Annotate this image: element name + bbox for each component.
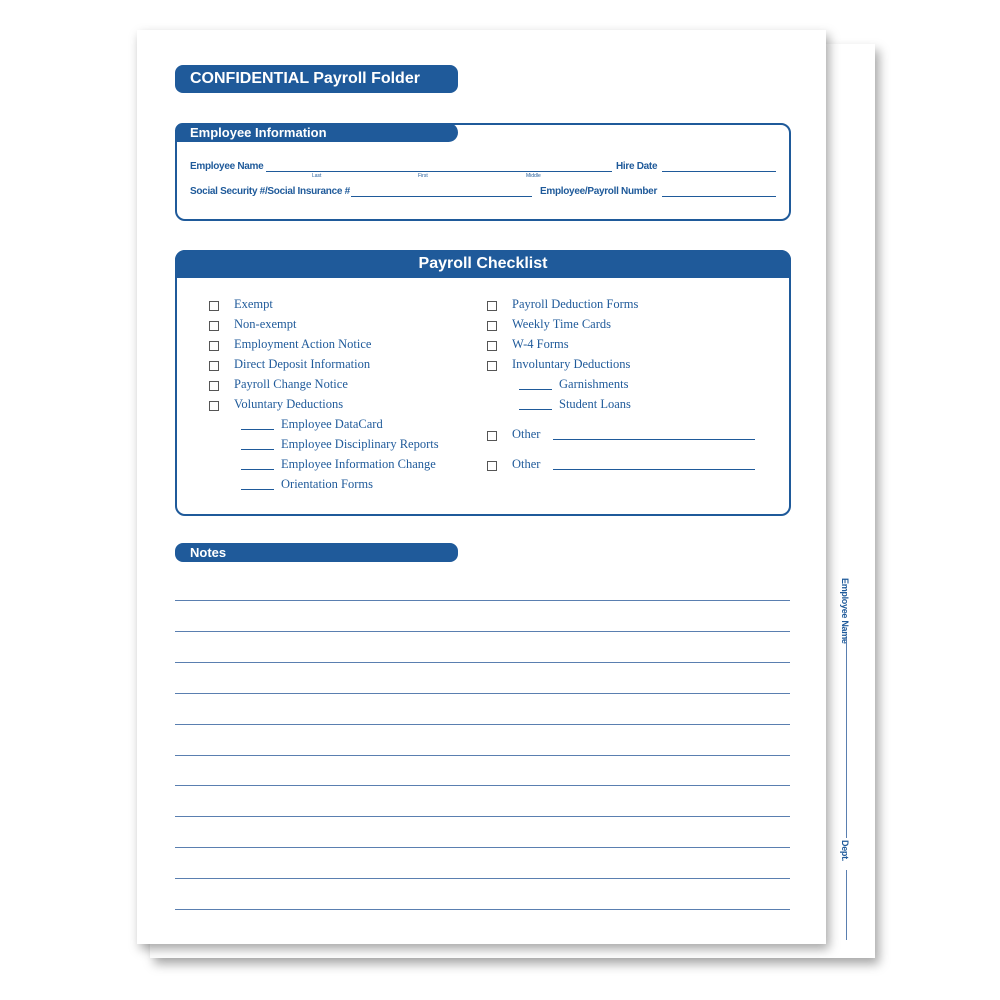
checklist-item: Employment Action Notice xyxy=(234,337,372,351)
checkbox[interactable] xyxy=(209,341,219,351)
other-field[interactable] xyxy=(553,469,755,470)
blank-line[interactable] xyxy=(241,449,274,450)
checklist-item: Non-exempt xyxy=(234,317,297,331)
checklist-item: Weekly Time Cards xyxy=(512,317,611,331)
notes-line[interactable] xyxy=(175,755,790,756)
tab-name-line xyxy=(846,638,847,838)
blank-line[interactable] xyxy=(241,429,274,430)
checklist-item: Payroll Deduction Forms xyxy=(512,297,639,311)
payroll-number-field[interactable] xyxy=(662,196,776,197)
page-title: CONFIDENTIAL Payroll Folder xyxy=(175,65,458,93)
checkbox[interactable] xyxy=(209,381,219,391)
blank-line[interactable] xyxy=(241,469,274,470)
tab-dept-label: Dept. xyxy=(840,840,850,862)
checklist-subitem: Employee Information Change xyxy=(281,457,436,471)
name-part-last: Last xyxy=(312,173,322,179)
payroll-number-label: Employee/Payroll Number xyxy=(540,186,658,197)
blank-line[interactable] xyxy=(241,489,274,490)
other-field[interactable] xyxy=(553,439,755,440)
checklist-subitem: Student Loans xyxy=(559,397,631,411)
blank-line[interactable] xyxy=(519,389,552,390)
checklist-subitem: Employee DataCard xyxy=(281,417,383,431)
payroll-checklist-heading: Payroll Checklist xyxy=(175,250,791,278)
notes-line[interactable] xyxy=(175,909,790,910)
ssn-field[interactable] xyxy=(351,196,532,197)
ssn-label: Social Security #/Social Insurance # xyxy=(190,186,350,197)
checklist-item: Direct Deposit Information xyxy=(234,357,371,371)
checklist-item: Payroll Change Notice xyxy=(234,377,348,391)
checkbox[interactable] xyxy=(487,301,497,311)
checkbox[interactable] xyxy=(209,321,219,331)
checkbox[interactable] xyxy=(209,361,219,371)
checkbox[interactable] xyxy=(209,401,219,411)
checkbox[interactable] xyxy=(487,341,497,351)
checklist-item: Other xyxy=(512,427,541,441)
name-part-first: First xyxy=(418,173,428,179)
tab-dept-line xyxy=(846,870,847,940)
checklist-item: W-4 Forms xyxy=(512,337,569,351)
notes-line[interactable] xyxy=(175,662,790,663)
name-part-middle: Middle xyxy=(526,173,541,179)
checklist-item: Exempt xyxy=(234,297,273,311)
checklist-item: Involuntary Deductions xyxy=(512,357,631,371)
checkbox[interactable] xyxy=(487,361,497,371)
employee-name-field[interactable] xyxy=(266,171,612,172)
notes-line[interactable] xyxy=(175,878,790,879)
notes-line[interactable] xyxy=(175,600,790,601)
hire-date-field[interactable] xyxy=(662,171,776,172)
notes-heading: Notes xyxy=(175,543,458,562)
checkbox[interactable] xyxy=(487,321,497,331)
employee-info-heading: Employee Information xyxy=(175,123,458,142)
tab-name-label: Employee Name xyxy=(840,578,850,644)
checkbox[interactable] xyxy=(487,431,497,441)
checklist-item: Voluntary Deductions xyxy=(234,397,344,411)
checkbox[interactable] xyxy=(487,461,497,471)
notes-line[interactable] xyxy=(175,724,790,725)
checklist-subitem: Orientation Forms xyxy=(281,477,374,491)
hire-date-label: Hire Date xyxy=(616,161,658,172)
notes-line[interactable] xyxy=(175,847,790,848)
checklist-subitem: Employee Disciplinary Reports xyxy=(281,437,439,451)
notes-line[interactable] xyxy=(175,631,790,632)
folder-tab xyxy=(842,578,858,943)
notes-line[interactable] xyxy=(175,785,790,786)
blank-line[interactable] xyxy=(519,409,552,410)
checkbox[interactable] xyxy=(209,301,219,311)
employee-name-label: Employee Name xyxy=(190,161,264,172)
checklist-subitem: Garnishments xyxy=(559,377,629,391)
notes-line[interactable] xyxy=(175,693,790,694)
checklist-item: Other xyxy=(512,457,541,471)
notes-line[interactable] xyxy=(175,816,790,817)
